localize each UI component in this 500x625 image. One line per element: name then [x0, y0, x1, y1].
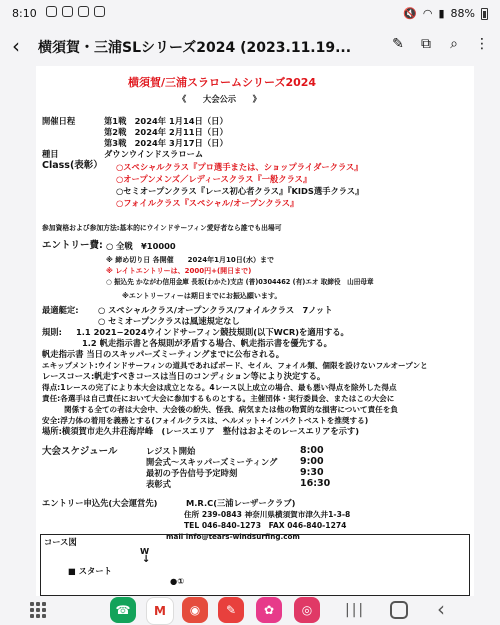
- rules-line: エキップメント:ウインドサーフィンの道具であればボード、セイル、フォイル類、個限を設けないフルオープンと: [42, 361, 428, 370]
- deadline-note: ※ 締め切り日 各開催 2024年1月10日(水）まで: [106, 256, 274, 264]
- contact-line: 住所 239-0843 神奈川県横須賀市津久井1-3-8: [184, 510, 351, 519]
- class-1: ○スペシャルクラス『プロ選手または、ショップライダークラス』: [116, 162, 363, 172]
- wind-label: W: [140, 546, 150, 556]
- recent-apps-icon[interactable]: |||: [345, 602, 366, 618]
- date-3: 第3戦 2024年 3月17日（日）: [104, 138, 228, 148]
- contact-email[interactable]: mail info@tears-windsurfing.com: [166, 532, 300, 541]
- notification-icons: [46, 6, 105, 17]
- payment-note: ※エントリーフィーは期日までにお振込願います。: [122, 292, 282, 300]
- signal-icon: ▮: [438, 7, 445, 20]
- schedule-item: 開会式〜スキッパーズミーティング: [146, 457, 278, 467]
- home-icon[interactable]: [390, 601, 408, 619]
- date-1: 第1戦 2024年 1月14日（日）: [104, 116, 228, 126]
- class-3: ○セミオープンクラス『レース初心者クラス』『KIDS選手クラス』: [116, 186, 364, 196]
- schedule-item: レジスト開始: [146, 446, 196, 456]
- contact-label: エントリー申込先(大会運営先): [42, 498, 158, 508]
- wind-arrow-icon: ↓: [142, 554, 151, 565]
- app-bar: [0, 28, 500, 64]
- bank-info: ○ 振込先 かながわ信用金庫 長坂(わかた)支店 (普)0304462 (有)エオ 取締役 山田母章: [106, 278, 374, 286]
- battery-level: 88%: [450, 7, 475, 20]
- flower-app-icon[interactable]: ✿: [256, 597, 282, 623]
- phone-app-icon[interactable]: ☎: [110, 597, 136, 623]
- edit-icon[interactable]: ✎: [392, 36, 404, 52]
- navigation-bar: [0, 596, 500, 624]
- rules-line: レースコース:帆走すべきコースは当日のコンディション等により決定する。: [42, 371, 326, 381]
- chrome-app-icon[interactable]: ◉: [182, 597, 208, 623]
- back-icon[interactable]: ‹: [437, 597, 445, 621]
- gmail-app-icon[interactable]: M: [146, 597, 174, 625]
- eligibility-note: 参加資格および参加方法:基本的にウインドサーフィン愛好者なら誰でも出場可: [42, 224, 282, 232]
- late-entry-note: ※ レイトエントリーは、2000円+(開日まで): [106, 267, 252, 275]
- fee-label: エントリー費:: [42, 240, 103, 251]
- notes-app-icon[interactable]: ✎: [218, 597, 244, 623]
- rules-line: 場所:横須賀市走久井荘海岸峰 (レースエリア 整付はおよそのレースエリアを示す): [42, 426, 360, 436]
- schedule-time: 16:30: [300, 478, 331, 489]
- battery-icon: [481, 8, 488, 20]
- schedule-item: 最初の予告信号予定時刻: [146, 468, 238, 478]
- class-label: Class(表彰）: [42, 160, 103, 171]
- schedule-time: 9:00: [300, 456, 324, 467]
- date-2: 第2戦 2024年 2月11日（日）: [104, 127, 228, 137]
- rules-line: 責任:各選手は自己責任において大会に参加するものとする。主催団体・実行委員会、またはこの大会に: [42, 394, 395, 403]
- course-mark: ●①: [170, 576, 185, 586]
- schedule-item: 表彰式: [146, 479, 171, 489]
- class-2: ○オープンメンズ／レディースクラス『一般クラス』: [116, 174, 312, 184]
- rules-line: 1.2 帆走指示書と各規則が矛盾する場合、帆走指示書を優先する。: [82, 338, 332, 348]
- more-icon[interactable]: ⋮: [475, 36, 489, 52]
- rules-line: 関係する全ての者は大会中、大会後の紛失、怪我、病気または他の物質的な損害について責任を負: [64, 405, 398, 414]
- limit-value: ○ スペシャルクラス/オープンクラス/フォイルクラス 7ノット: [98, 305, 333, 315]
- wifi-icon: ◠: [422, 7, 433, 20]
- status-right: [403, 7, 488, 20]
- status-bar: [0, 0, 500, 28]
- copy-icon[interactable]: ⧉: [421, 36, 431, 52]
- rules-line: 1.1 2021−2024ウインドサーフィン競技規則(以下WCR)を適用する。: [76, 327, 349, 337]
- document-title: 横須賀・三浦SLシリーズ2024 (2023.11.19...: [38, 40, 352, 56]
- schedule-label: 大会スケジュール: [42, 446, 118, 457]
- event-value: ダウンウインドスラローム: [104, 149, 204, 159]
- limit-value-2: ○ セミオープンクラスは風速規定なし: [98, 316, 240, 326]
- limit-label: 最適艇定:: [42, 305, 79, 315]
- back-arrow-icon[interactable]: ‹: [12, 34, 20, 58]
- notification-icon: [62, 6, 73, 17]
- rules-label: 規則:: [42, 327, 62, 337]
- rules-line: 帆走指示書 当日のスキッパーズミーティングまでに公布される。: [42, 349, 285, 359]
- doc-subtitle: 《 大会公示 》: [178, 94, 261, 104]
- mute-icon: 🔇: [403, 7, 417, 20]
- notification-icon: [78, 6, 89, 17]
- schedule-time: 9:30: [300, 467, 324, 478]
- event-label: 種目: [42, 149, 59, 159]
- start-label: ■ スタート: [68, 566, 112, 576]
- document-page[interactable]: [36, 66, 474, 596]
- contact-line: TEL 046-840-1273 FAX 046-840-1274: [184, 521, 347, 530]
- class-4: ○フォイルクラス『スペシャル/オープンクラス』: [116, 198, 299, 208]
- course-label: コース図: [44, 537, 77, 547]
- doc-title: 横須賀/三浦スラロームシリーズ2024: [128, 76, 317, 89]
- camera-app-icon[interactable]: ◎: [294, 597, 320, 623]
- app-drawer-icon[interactable]: [30, 602, 46, 618]
- course-diagram-box: [40, 534, 470, 596]
- notification-icon: [46, 6, 57, 17]
- toolbar-actions: [390, 36, 490, 52]
- rules-line: 安全:浮力体の着用を義務とする(フォイルクラスは、ヘルメット+インパクトベストを推奨する): [42, 416, 369, 425]
- fee-value: ○ 全戦 ¥10000: [106, 241, 176, 251]
- search-icon[interactable]: ⌕: [450, 36, 458, 52]
- rules-line: 得点:1レースの完了により本大会は成立となる。4レース以上成立の場合、最も悪い得点を除外した得点: [42, 383, 397, 392]
- schedule-time: 8:00: [300, 445, 324, 456]
- contact-line: M.R.C(三浦レーザークラブ): [186, 498, 296, 508]
- clock: 8:10: [12, 7, 37, 20]
- notification-icon: [94, 6, 105, 17]
- dates-label: 開催日程: [42, 116, 76, 126]
